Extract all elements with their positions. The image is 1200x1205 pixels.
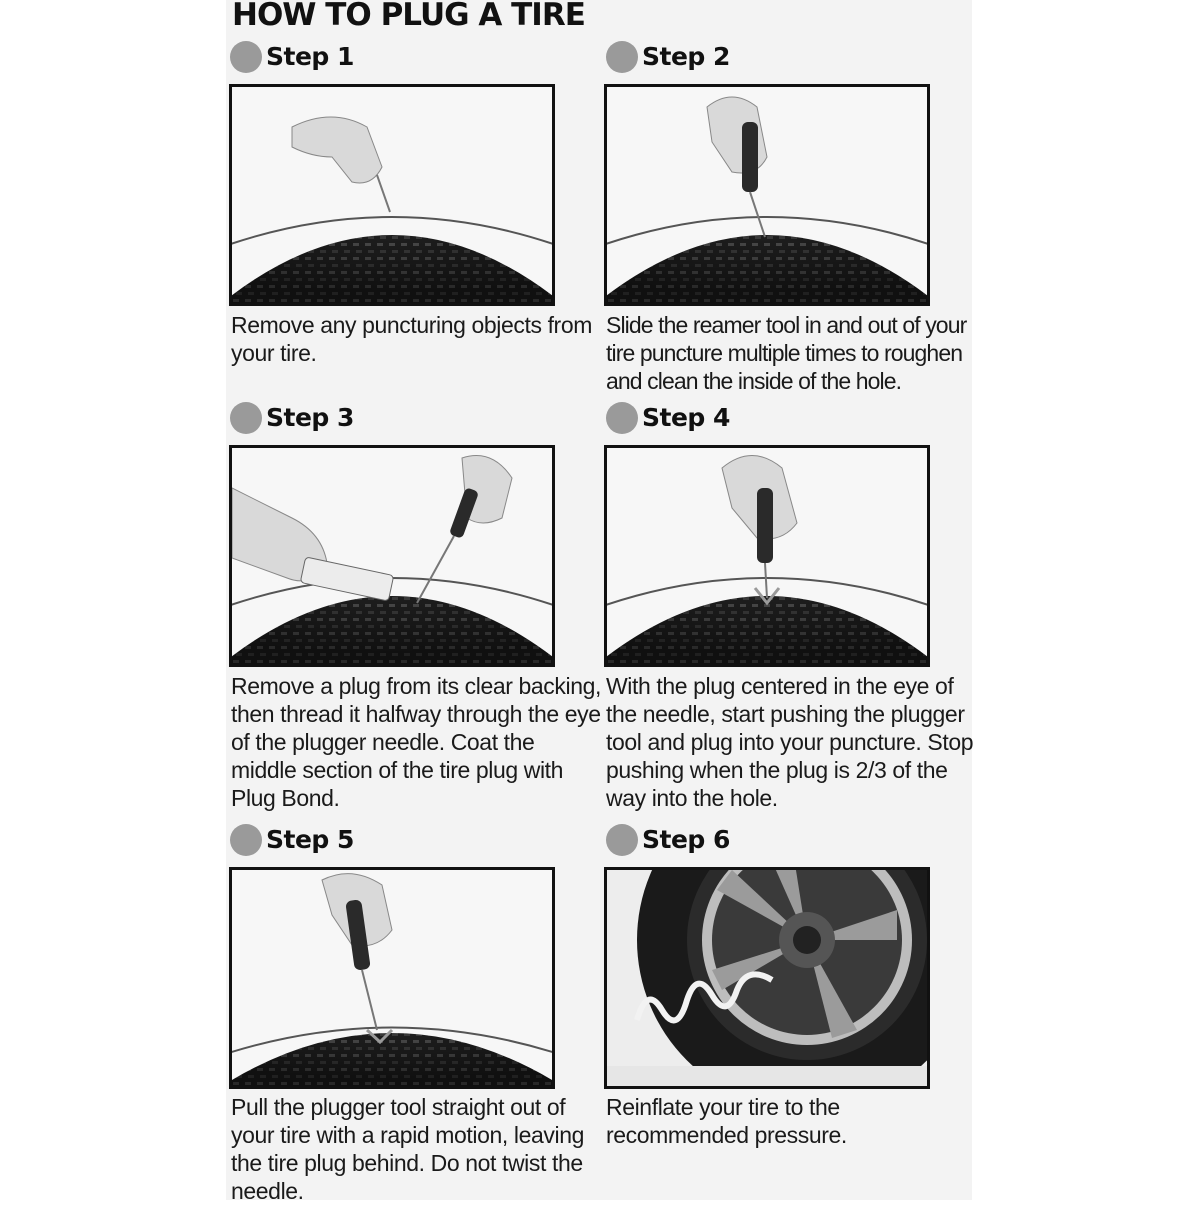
step-6-caption: Reinflate your tire to the recommended pressure.: [606, 1094, 847, 1148]
step-3-photo: [229, 445, 555, 667]
step-bullet-icon: [606, 402, 638, 434]
step-bullet-icon: [606, 824, 638, 856]
step-2-photo: [604, 84, 930, 306]
step-3-caption: Remove a plug from its clear backing, then thread it halfway through the eye of the plugger needle. Coat the middle section of the tire plug with Plug Bond.: [231, 673, 601, 811]
step-6-label: Step 6: [642, 825, 730, 854]
step-bullet-icon: [230, 402, 262, 434]
step-5-label: Step 5: [266, 825, 354, 854]
step-4-caption: With the plug centered in the eye of the needle, start pushing the plugger tool and plug into your puncture. Stop pushing when the plug is 2/3 of the way into the hole.: [606, 673, 974, 811]
step-4-label: Step 4: [642, 403, 730, 432]
step-3-heading: [230, 400, 430, 436]
step-5-heading: [230, 822, 430, 858]
step-4-heading: [606, 400, 806, 436]
step-3-label: Step 3: [266, 403, 354, 432]
step-1-heading: [230, 39, 430, 75]
step-5-photo: [229, 867, 555, 1089]
step-5-caption: Pull the plugger tool straight out of your tire with a rapid motion, leaving the tire plug behind. Do not twist the needle.: [231, 1094, 584, 1204]
step-6-photo: [604, 867, 930, 1089]
step-1-caption: Remove any puncturing objects from your tire.: [231, 312, 592, 366]
step-2-caption: Slide the reamer tool in and out of your tire puncture multiple times to roughen and clean the inside of the hole.: [606, 312, 967, 394]
step-bullet-icon: [230, 41, 262, 73]
step-bullet-icon: [606, 41, 638, 73]
step-2-heading: [606, 39, 806, 75]
step-6-heading: [606, 822, 806, 858]
step-1-label: Step 1: [266, 42, 354, 71]
step-bullet-icon: [230, 824, 262, 856]
step-1-photo: [229, 84, 555, 306]
page-title: HOW TO PLUG A TIRE: [232, 0, 585, 33]
step-4-photo: [604, 445, 930, 667]
step-2-label: Step 2: [642, 42, 730, 71]
